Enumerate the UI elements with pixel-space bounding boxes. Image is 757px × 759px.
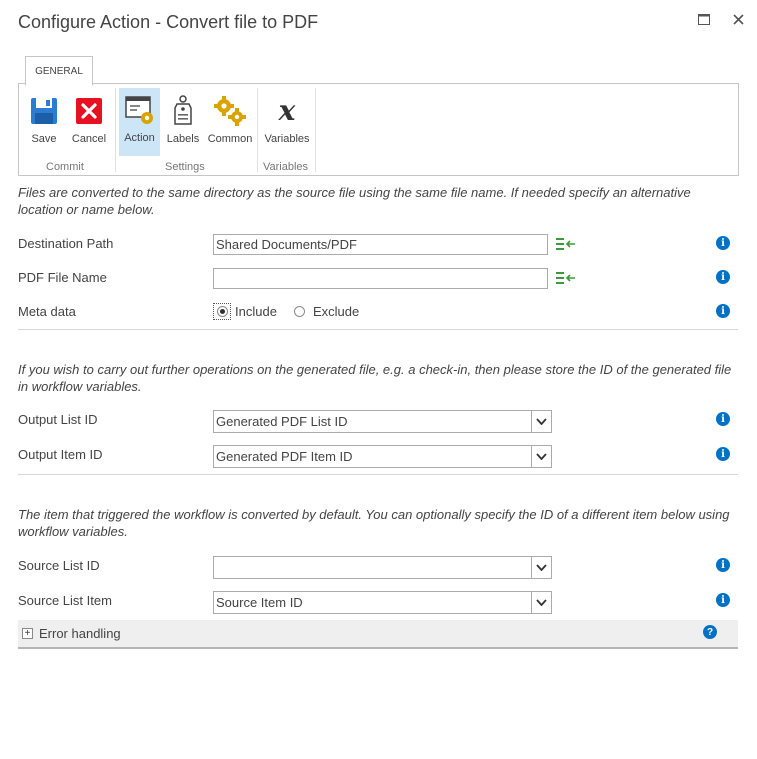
source-list-item-value: Source Item ID bbox=[216, 595, 303, 610]
info-icon[interactable]: i bbox=[716, 558, 730, 572]
common-button[interactable] bbox=[206, 89, 254, 157]
tag-icon bbox=[165, 93, 201, 129]
output-list-id-value: Generated PDF List ID bbox=[216, 414, 348, 429]
maximize-button[interactable] bbox=[693, 8, 715, 30]
dialog-title: Configure Action - Convert file to PDF bbox=[18, 12, 319, 32]
pdf-file-name-label: PDF File Name bbox=[18, 270, 107, 285]
pdf-file-name-input[interactable] bbox=[213, 268, 548, 289]
insert-reference-icon bbox=[556, 271, 576, 285]
source-list-item-label: Source List Item bbox=[18, 593, 112, 608]
output-item-id-label: Output Item ID bbox=[18, 447, 103, 462]
output-item-id-select[interactable] bbox=[213, 445, 552, 468]
destination-path-label: Destination Path bbox=[18, 236, 114, 251]
info-icon[interactable]: i bbox=[716, 412, 730, 426]
source-list-id-select[interactable] bbox=[213, 556, 552, 579]
group-separator bbox=[257, 88, 258, 172]
info-icon[interactable]: i bbox=[716, 593, 730, 607]
error-handling-label[interactable]: Error handling bbox=[39, 626, 121, 641]
source-list-id-label: Source List ID bbox=[18, 558, 100, 573]
meta-data-include-label[interactable]: Include bbox=[235, 304, 277, 319]
info-icon[interactable]: i bbox=[716, 270, 730, 284]
info-icon[interactable]: i bbox=[716, 304, 730, 318]
meta-data-exclude-radio[interactable] bbox=[294, 306, 305, 317]
svg-text:x: x bbox=[278, 96, 296, 126]
group-separator bbox=[115, 88, 116, 172]
ribbon bbox=[18, 83, 739, 176]
cancel-button[interactable] bbox=[67, 89, 111, 157]
labels-button[interactable] bbox=[164, 89, 202, 157]
group-label-variables: Variables bbox=[263, 161, 309, 173]
cancel-icon bbox=[71, 93, 107, 129]
meta-data-exclude-label[interactable]: Exclude bbox=[313, 304, 360, 319]
group-separator bbox=[315, 88, 316, 172]
close-icon bbox=[733, 14, 744, 25]
chevron-down-icon bbox=[531, 557, 551, 578]
save-label: Save bbox=[31, 133, 57, 145]
group-label-commit: Commit bbox=[46, 161, 84, 173]
group-label-settings: Settings bbox=[165, 161, 205, 173]
expand-icon[interactable]: + bbox=[22, 628, 33, 639]
source-list-item-select[interactable] bbox=[213, 591, 552, 614]
help-icon[interactable]: ? bbox=[703, 625, 717, 639]
cancel-label: Cancel bbox=[71, 133, 107, 145]
maximize-icon bbox=[698, 14, 710, 25]
destination-path-input[interactable] bbox=[213, 234, 548, 255]
common-label: Common bbox=[207, 133, 253, 145]
chevron-down-icon bbox=[531, 446, 551, 467]
action-label: Action bbox=[124, 132, 155, 144]
insert-reference-button[interactable] bbox=[556, 271, 576, 285]
action-button[interactable] bbox=[119, 88, 160, 156]
error-handling-section[interactable] bbox=[18, 620, 738, 649]
output-item-id-value: Generated PDF Item ID bbox=[216, 449, 353, 464]
save-button[interactable] bbox=[24, 89, 64, 157]
variable-x-icon bbox=[269, 93, 305, 129]
close-button[interactable] bbox=[727, 8, 749, 30]
output-list-id-select[interactable] bbox=[213, 410, 552, 433]
info-icon[interactable]: i bbox=[716, 447, 730, 461]
section-divider bbox=[18, 329, 738, 330]
output-list-id-label: Output List ID bbox=[18, 412, 98, 427]
section-divider bbox=[18, 474, 738, 475]
variables-button[interactable] bbox=[262, 89, 312, 157]
variables-label: Variables bbox=[264, 133, 310, 145]
meta-data-label: Meta data bbox=[18, 304, 76, 319]
insert-reference-icon bbox=[556, 237, 576, 251]
section1-note: Files are converted to the same directory as the source file using the same file name. If needed specify an alternative location or name below. bbox=[18, 185, 691, 217]
save-icon bbox=[26, 93, 62, 129]
gears-icon bbox=[212, 93, 248, 129]
info-icon[interactable]: i bbox=[716, 236, 730, 250]
labels-label: Labels bbox=[166, 133, 200, 145]
section2-note: If you wish to carry out further operations on the generated file, e.g. a check-in, then please store the ID of the generated file in workflow variables. bbox=[18, 362, 732, 394]
chevron-down-icon bbox=[531, 411, 551, 432]
meta-data-include-radio[interactable] bbox=[217, 306, 228, 317]
action-icon bbox=[122, 92, 158, 128]
chevron-down-icon bbox=[531, 592, 551, 613]
tab-general[interactable]: GENERAL bbox=[25, 56, 93, 86]
section3-note: The item that triggered the workflow is converted by default. You can optionally specify the ID of a different item below using workflow variables. bbox=[18, 507, 730, 539]
insert-reference-button[interactable] bbox=[556, 237, 576, 251]
